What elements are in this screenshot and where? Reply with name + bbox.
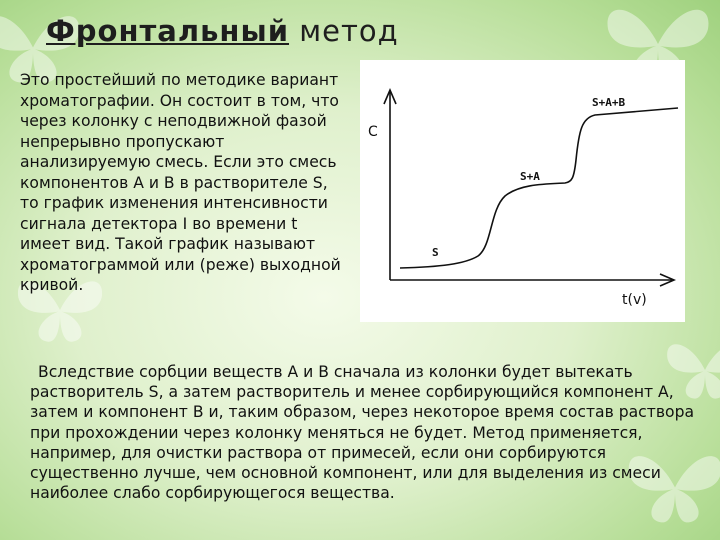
intro-paragraph: Это простейший по методике вариант хроматографии. Он состоит в том, что через колонку с неподвижной фазой непрерывно пропускают анализируемую смесь. Если это смесь компонентов А и В в растворителе S, то график изменения интенсивности сигнала детектора I во времени t имеет вид. Такой график называют хроматограммой или (реже) выходной кривой. [20, 71, 341, 294]
title-light: метод [299, 14, 399, 48]
chromatogram-figure [360, 60, 685, 322]
y-axis-label: C [368, 124, 378, 140]
step-label-s-a-b: S+A+B [592, 96, 626, 109]
step-label-s: S [432, 246, 439, 259]
x-axis-label: t(v) [622, 292, 647, 308]
title-strong: Фронтальный [46, 14, 290, 48]
chromatogram-svg [360, 60, 685, 322]
step-label-s-a: S+A [520, 170, 540, 183]
explanation-paragraph: Вследствие сорбции веществ А и В сначала из колонки будет вытекать растворитель S, а затем растворитель и менее сорбирующийся компонент А, затем и компонент В и, таким образом, через некоторое время состав раствора при прохождении через колонку меняться не будет. Метод применяется, например, для очистки раствора от примесей, если они сорбируются существенно лучше, чем основной компонент, или для выделения из смеси наиболее слабо сорбирующегося вещества. [30, 363, 695, 503]
frontal-curve [400, 108, 678, 268]
slide-title [46, 14, 399, 48]
